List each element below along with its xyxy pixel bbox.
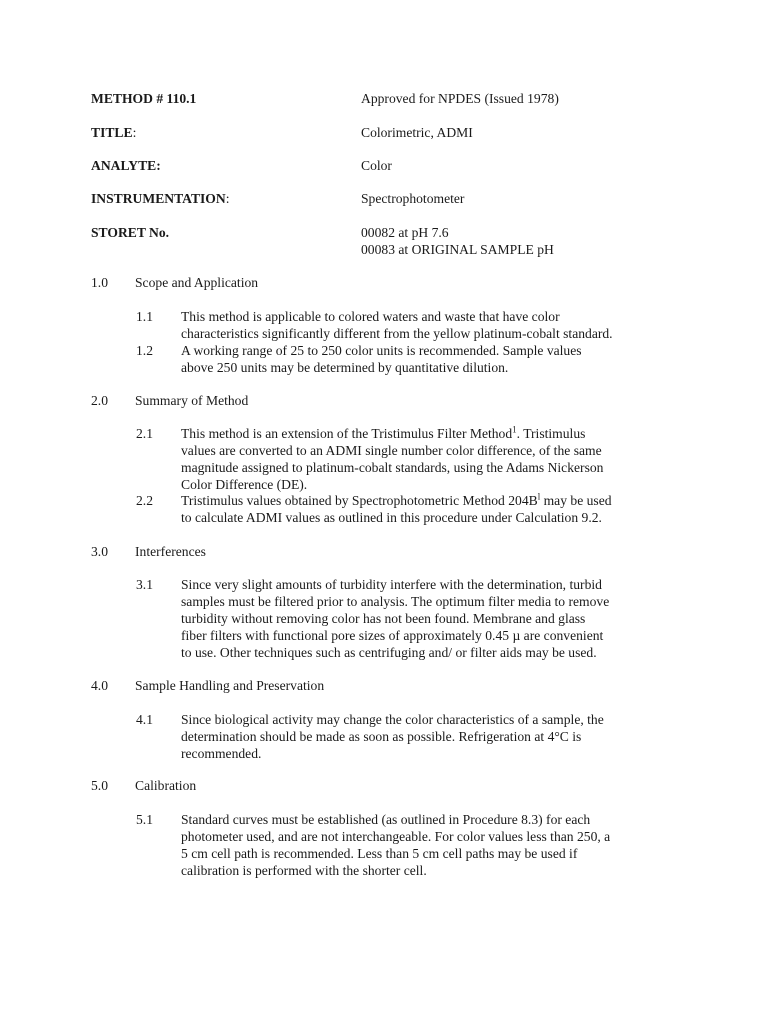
item-number: 2.1: [136, 426, 153, 441]
section-number: 4.0: [91, 678, 108, 693]
method-label: METHOD # 110.1: [91, 91, 197, 106]
analyte-label: ANALYTE:: [91, 158, 161, 173]
item-line: magnitude assigned to platinum-cobalt standards, using the Adams Nickerson: [181, 460, 604, 475]
item-line: [181, 492, 696, 509]
footnote-ref: l: [537, 491, 541, 502]
storet-value-2: 00083 at ORIGINAL SAMPLE pH: [361, 242, 554, 257]
section-number: 3.0: [91, 544, 108, 559]
item-text: [181, 811, 696, 879]
section-title: Interferences: [135, 544, 206, 559]
item-line: 5 cm cell path is recommended. Less than 5 cm cell paths may be used if: [181, 846, 578, 861]
storet-label: STORET No.: [91, 225, 170, 240]
item-line: Standard curves must be established (as outlined in Procedure 8.3) for each: [181, 812, 591, 827]
title-label: [91, 124, 136, 141]
item-line: calibration is performed with the shorter cell.: [181, 863, 427, 878]
item-text: [181, 308, 696, 342]
item-line-part: Tristimulus values obtained by Spectrophotometric Method 204B: [181, 493, 538, 508]
item-number: 1.2: [136, 343, 153, 358]
item-line: This method is applicable to colored waters and waste that have color: [181, 309, 560, 324]
item-line: samples must be filtered prior to analysis. The optimum filter media to remove: [181, 594, 610, 609]
analyte-value: Color: [361, 158, 392, 173]
item-text: [181, 425, 696, 493]
instrumentation-label: [91, 190, 229, 207]
section-number: 5.0: [91, 778, 108, 793]
item-line: to use. Other techniques such as centrifuging and/ or filter aids may be used.: [181, 645, 597, 660]
item-line: Color Difference (DE).: [181, 477, 308, 492]
item-line: characteristics significantly different from the yellow platinum-cobalt standard.: [181, 326, 613, 341]
instrumentation-value: Spectrophotometer: [361, 191, 465, 206]
item-line: [181, 425, 696, 442]
section-title: Summary of Method: [135, 393, 249, 408]
item-line-part: may be used: [540, 493, 612, 508]
section-title: Calibration: [135, 778, 197, 793]
item-number: 1.1: [136, 309, 153, 324]
item-line: determination should be made as soon as possible. Refrigeration at 4°C is: [181, 729, 582, 744]
instrumentation-label-text: INSTRUMENTATION: [91, 191, 226, 206]
title-value: Colorimetric, ADMI: [361, 125, 473, 140]
item-line: turbidity without removing color has not been found. Membrane and glass: [181, 611, 586, 626]
item-line: A working range of 25 to 250 color units is recommended. Sample values: [181, 343, 582, 358]
section-number: 1.0: [91, 275, 108, 290]
item-line: Since biological activity may change the color characteristics of a sample, the: [181, 712, 604, 727]
item-line: to calculate ADMI values as outlined in this procedure under Calculation 9.2.: [181, 510, 602, 525]
instrumentation-label-colon: :: [225, 191, 230, 206]
section-number: 2.0: [91, 393, 108, 408]
item-number: 2.2: [136, 493, 153, 508]
item-line: values are converted to an ADMI single number color difference, of the same: [181, 443, 602, 458]
section-title: Scope and Application: [135, 275, 259, 290]
item-text: [181, 342, 696, 376]
section-title: Sample Handling and Preservation: [135, 678, 325, 693]
title-label-text: TITLE: [91, 125, 133, 140]
item-text: [181, 576, 696, 661]
item-line-part: This method is an extension of the Tristimulus Filter Method: [181, 426, 513, 441]
method-value: Approved for NPDES (Issued 1978): [361, 91, 559, 106]
item-line: photometer used, and are not interchangeable. For color values less than 250, a: [181, 829, 611, 844]
item-text: [181, 492, 696, 526]
footnote-ref: 1: [512, 424, 517, 435]
item-number: 3.1: [136, 577, 153, 592]
storet-value-1: 00082 at pH 7.6: [361, 225, 449, 240]
item-text: [181, 711, 696, 762]
item-line: recommended.: [181, 746, 262, 761]
item-line: fiber filters with functional pore sizes of approximately 0.45 µ are convenient: [181, 628, 604, 643]
item-line-part: . Tristimulus: [516, 426, 586, 441]
title-label-colon: :: [132, 125, 137, 140]
item-number: 4.1: [136, 712, 153, 727]
item-line: Since very slight amounts of turbidity interfere with the determination, turbid: [181, 577, 602, 592]
item-line: above 250 units may be determined by quantitative dilution.: [181, 360, 509, 375]
item-number: 5.1: [136, 812, 153, 827]
